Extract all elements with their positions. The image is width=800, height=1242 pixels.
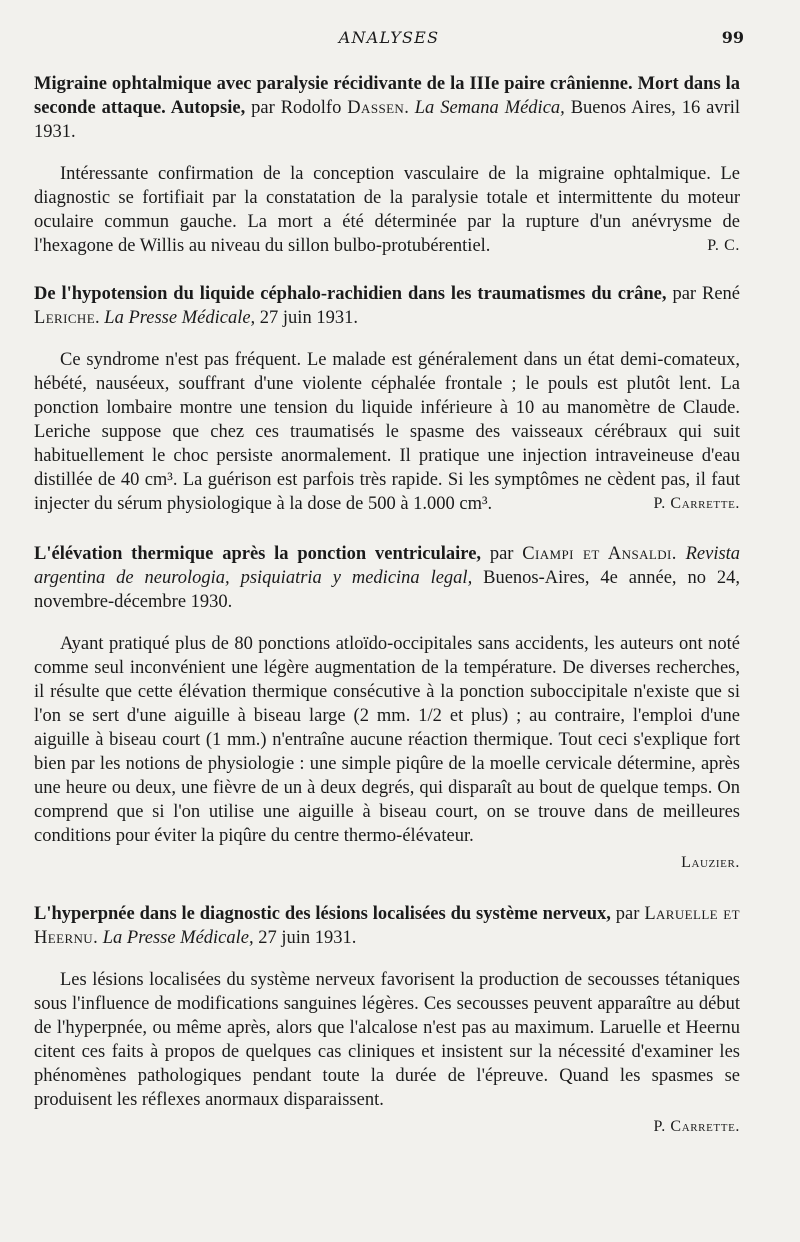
article-1-citation: Buenos Aires, 16 avril 1931. xyxy=(34,98,741,142)
article-1-heading: Migraine ophtalmique avec paralysie récidivante de la IIIe paire crânienne. Mort dans la seconde attaque. Autopsie, par Rodolfo Dassen. La Semana Médica, Buenos Aires, 16 avril 1931. xyxy=(34,74,741,142)
article-2-heading: De l'hypotension du liquide céphalo-rachidien dans les traumatismes du crâne, par René Leriche. La Presse Médicale, 27 juin 1931. xyxy=(34,284,740,328)
article-2-author: Leriche xyxy=(34,308,96,328)
article-1 xyxy=(34,72,740,258)
article-3-citation: Buenos-Aires, 4e année, no 24, novembre-décembre 1930. xyxy=(34,568,740,612)
article-3-journal: Revista argentina de neurologia, psiquiatria y medicina legal, xyxy=(34,544,741,588)
article-4-body: Les lésions localisées du système nerveux favorisent la production de secousses tétaniques sous l'influence de modifications sanguines légères. Ces secousses peuvent apparaître au début de l'hyperpnée, ou même après, alors que l'alcalose n'est pas au maximum. Laruelle et Heernu citent ces faits à propos de quelques cas cliniques et insistent sur la nécessité d'examiner les phénomènes pathologiques pendant toute la durée de l'épreuve. Quand les spasmes se produisent les réflexes anormaux disparaissent. xyxy=(34,970,740,1110)
article-2-body-text: Ce syndrome n'est pas fréquent. Le malade est généralement dans un état demi-comateux, hébété, nauséeux, souffrant d'une violente céphalée frontale ; le pouls est plutôt lent. La ponction lombaire montre une tension du liquide inférieure à 10 au manomètre de Claude. Leriche suppose que chez ces traumatisés le spasme des vaisseaux cérébraux qui suit habituellement le choc persiste anormalement. Il pratique une injection intraveineuse d'eau distillée de 40 cm³. La guérison est parfois très rapide. Si les symptômes ne cèdent pas, il faut injecter du sérum physiologique à la dose de 500 à 1.000 cm³. xyxy=(34,350,740,514)
article-3-title: L'élévation thermique après la ponction ventriculaire, xyxy=(34,544,482,564)
article-4-citation: 27 juin 1931. xyxy=(258,928,357,948)
article-2-body xyxy=(34,348,740,516)
article-3-author: Ciampi et Ansaldi. xyxy=(522,544,677,564)
article-4-title: L'hyperpnée dans le diagnostic des lésions localisées du système nerveux, xyxy=(34,904,611,924)
article-1-title: Migraine ophtalmique avec paralysie récidivante de la IIIe paire crânienne. Mort dans la seconde attaque. Autopsie, xyxy=(34,74,740,118)
article-1-body-text: Intéressante confirmation de la conception vasculaire de la migraine ophtalmique. Le diagnostic se fortifiait par la constatation de la paralysie totale et intermittente du moteur oculaire commun gauche. La mort a été déterminée par la rupture d'un anévrysme de l'hexagone de Willis au niveau du sillon bulbo-protubérentiel. xyxy=(34,164,740,256)
article-4-byline-prefix: par xyxy=(615,904,640,924)
article-3-heading xyxy=(34,542,740,614)
running-head xyxy=(34,28,744,52)
article-4 xyxy=(34,902,740,1136)
article-2-title: De l'hypotension du liquide céphalo-rachidien dans les traumatismes du crâne, xyxy=(34,284,667,304)
article-3-body: Ayant pratiqué plus de 80 ponctions atloïdo-occipitales sans accidents, les auteurs ont noté comme seul inconvénient une légère augmentation de la température. De diverses recherches, il résulte que cette élévation thermique consécutive à la ponction suboccipitale n'existe que si l'on se sert d'une aiguille à biseau large (2 mm. 1/2 et plus) ; au contraire, l'emploi d'une aiguille à biseau court (1 mm.) n'entraîne aucune réaction thermique. Tout ceci s'explique fort bien par les notions de physiologie : une simple piqûre de la moelle cervicale détermine, après une heure ou deux, une fièvre de un à deux degrés, qui disparaît au bout de quelque temps. On comprend que si l'on utilise une aiguille à biseau court, on se trouve dans de meilleures conditions pour éviter la piqûre du centre thermo-élévateur. xyxy=(34,634,740,846)
article-4-journal: La Presse Médicale, xyxy=(102,928,254,948)
article-2 xyxy=(34,282,740,516)
article-1-author: Dassen xyxy=(347,98,405,118)
article-4-author: Laruelle et Heernu. xyxy=(34,904,740,948)
article-4-heading xyxy=(34,902,740,950)
running-head-title: ANALYSES xyxy=(338,28,440,47)
article-3 xyxy=(34,542,740,872)
article-1-byline-prefix: par Rodolfo xyxy=(251,98,342,118)
article-1-signature: P. C. xyxy=(707,237,740,254)
article-2-byline-prefix: par René xyxy=(672,284,740,304)
article-1-body xyxy=(34,162,740,258)
text-column xyxy=(34,72,740,1158)
article-2-citation: 27 juin 1931. xyxy=(259,308,358,328)
article-1-journal: La Semana Médica, xyxy=(414,98,565,118)
article-2-signature: P. Carrette. xyxy=(653,495,740,512)
article-3-signature: Lauzier. xyxy=(681,854,740,871)
page-number: 99 xyxy=(721,28,744,47)
article-4-signature: P. Carrette. xyxy=(653,1118,740,1135)
article-3-byline-prefix: par xyxy=(489,544,514,564)
article-2-journal: La Presse Médicale, xyxy=(104,308,256,328)
